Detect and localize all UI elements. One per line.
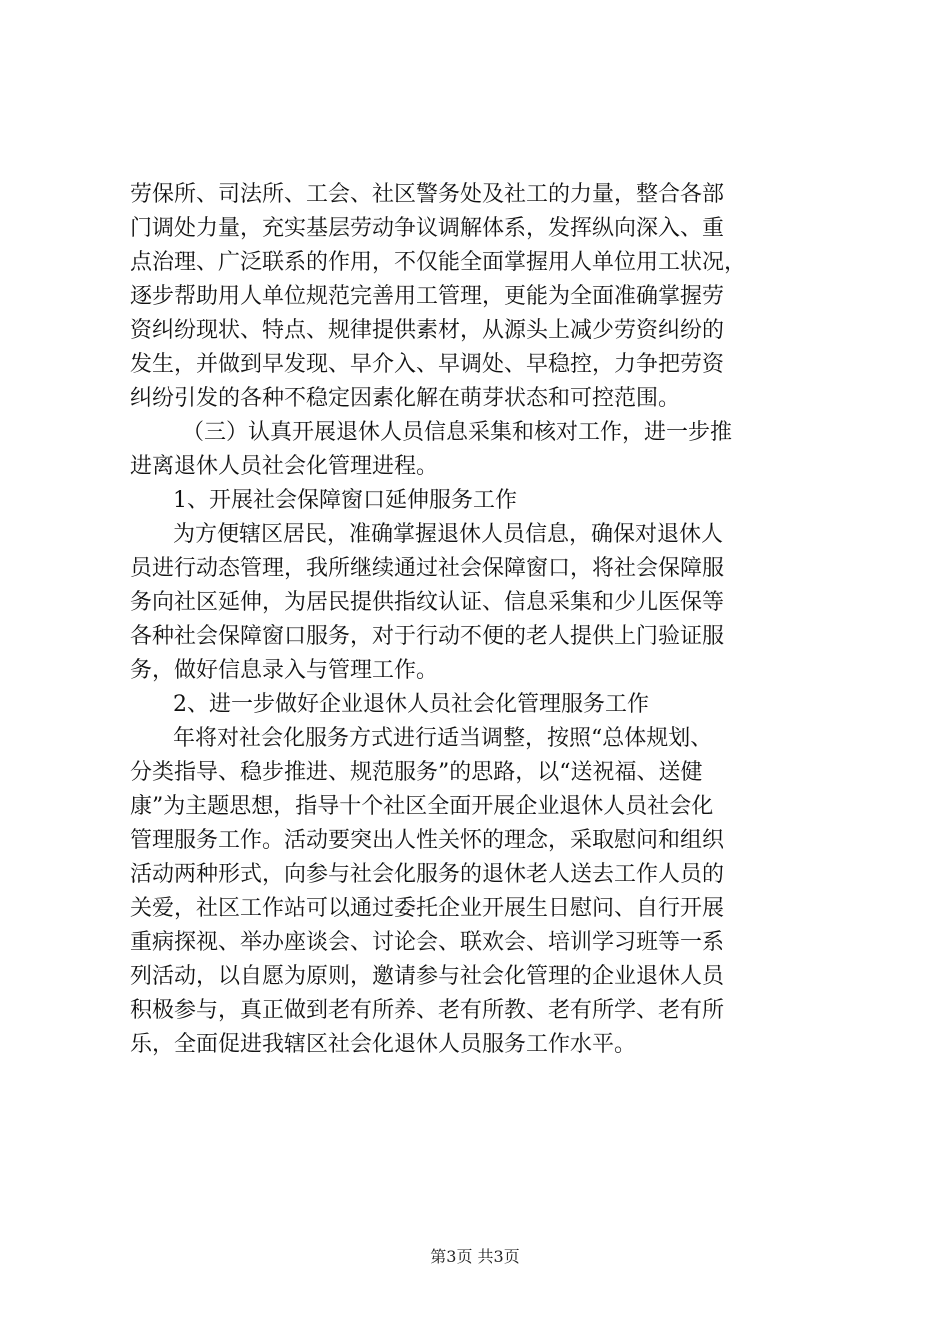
text-line: 年将对社会化服务方式进行适当调整，按照“总体规划、	[173, 726, 713, 751]
text-line: 列活动，以自愿为原则，邀请参与社会化管理的企业退休人员	[130, 964, 725, 989]
text-line: 员进行动态管理，我所继续通过社会保障窗口，将社会保障服	[130, 556, 725, 581]
text-line: 为方便辖区居民，准确掌握退休人员信息，确保对退休人	[173, 522, 724, 547]
section-heading: （三）认真开展退休人员信息采集和核对工作，进一步推	[182, 420, 733, 445]
text-line: 关爱，社区工作站可以通过委托企业开展生日慰问、自行开展	[130, 896, 725, 921]
document-body	[130, 178, 830, 1062]
text-line: 康”为主题思想，指导十个社区全面开展企业退休人员社会化	[130, 794, 714, 819]
text-line: 点治理、广泛联系的作用，不仅能全面掌握用人单位用工状况，	[130, 250, 747, 275]
text-line: 分类指导、稳步推进、规范服务”的思路，以“送祝福、送健	[130, 760, 703, 785]
text-line: 纠纷引发的各种不稳定因素化解在萌芽状态和可控范围。	[130, 386, 681, 411]
text-line: 逐步帮助用人单位规范完善用工管理，更能为全面准确掌握劳	[130, 284, 725, 309]
subsection-heading: 2、进一步做好企业退休人员社会化管理服务工作	[173, 692, 649, 717]
text-line: 发生，并做到早发现、早介入、早调处、早稳控，力争把劳资	[130, 352, 725, 377]
text-line: 积极参与，真正做到老有所养、老有所教、老有所学、老有所	[130, 998, 725, 1023]
text-line: 各种社会保障窗口服务，对于行动不便的老人提供上门验证服	[130, 624, 725, 649]
text-line: 管理服务工作。活动要突出人性关怀的理念，采取慰问和组织	[130, 828, 725, 853]
text-line: 活动两种形式，向参与社会化服务的退休老人送去工作人员的	[130, 862, 725, 887]
text-line: 务，做好信息录入与管理工作。	[130, 658, 439, 683]
page-number-footer: 第3页 共3页	[430, 1247, 520, 1266]
subsection-heading: 1、开展社会保障窗口延伸服务工作	[173, 488, 517, 513]
text-line: 务向社区延伸，为居民提供指纹认证、信息采集和少儿医保等	[130, 590, 725, 615]
text-line: 进离退休人员社会化管理进程。	[130, 454, 439, 479]
text-line: 乐，全面促进我辖区社会化退休人员服务工作水平。	[130, 1032, 637, 1057]
text-line: 劳保所、司法所、工会、社区警务处及社工的力量，整合各部	[130, 182, 725, 207]
text-line: 门调处力量，充实基层劳动争议调解体系，发挥纵向深入、重	[130, 216, 725, 241]
text-line: 资纠纷现状、特点、规律提供素材，从源头上减少劳资纠纷的	[130, 318, 725, 343]
text-line: 重病探视、举办座谈会、讨论会、联欢会、培训学习班等一系	[130, 930, 725, 955]
